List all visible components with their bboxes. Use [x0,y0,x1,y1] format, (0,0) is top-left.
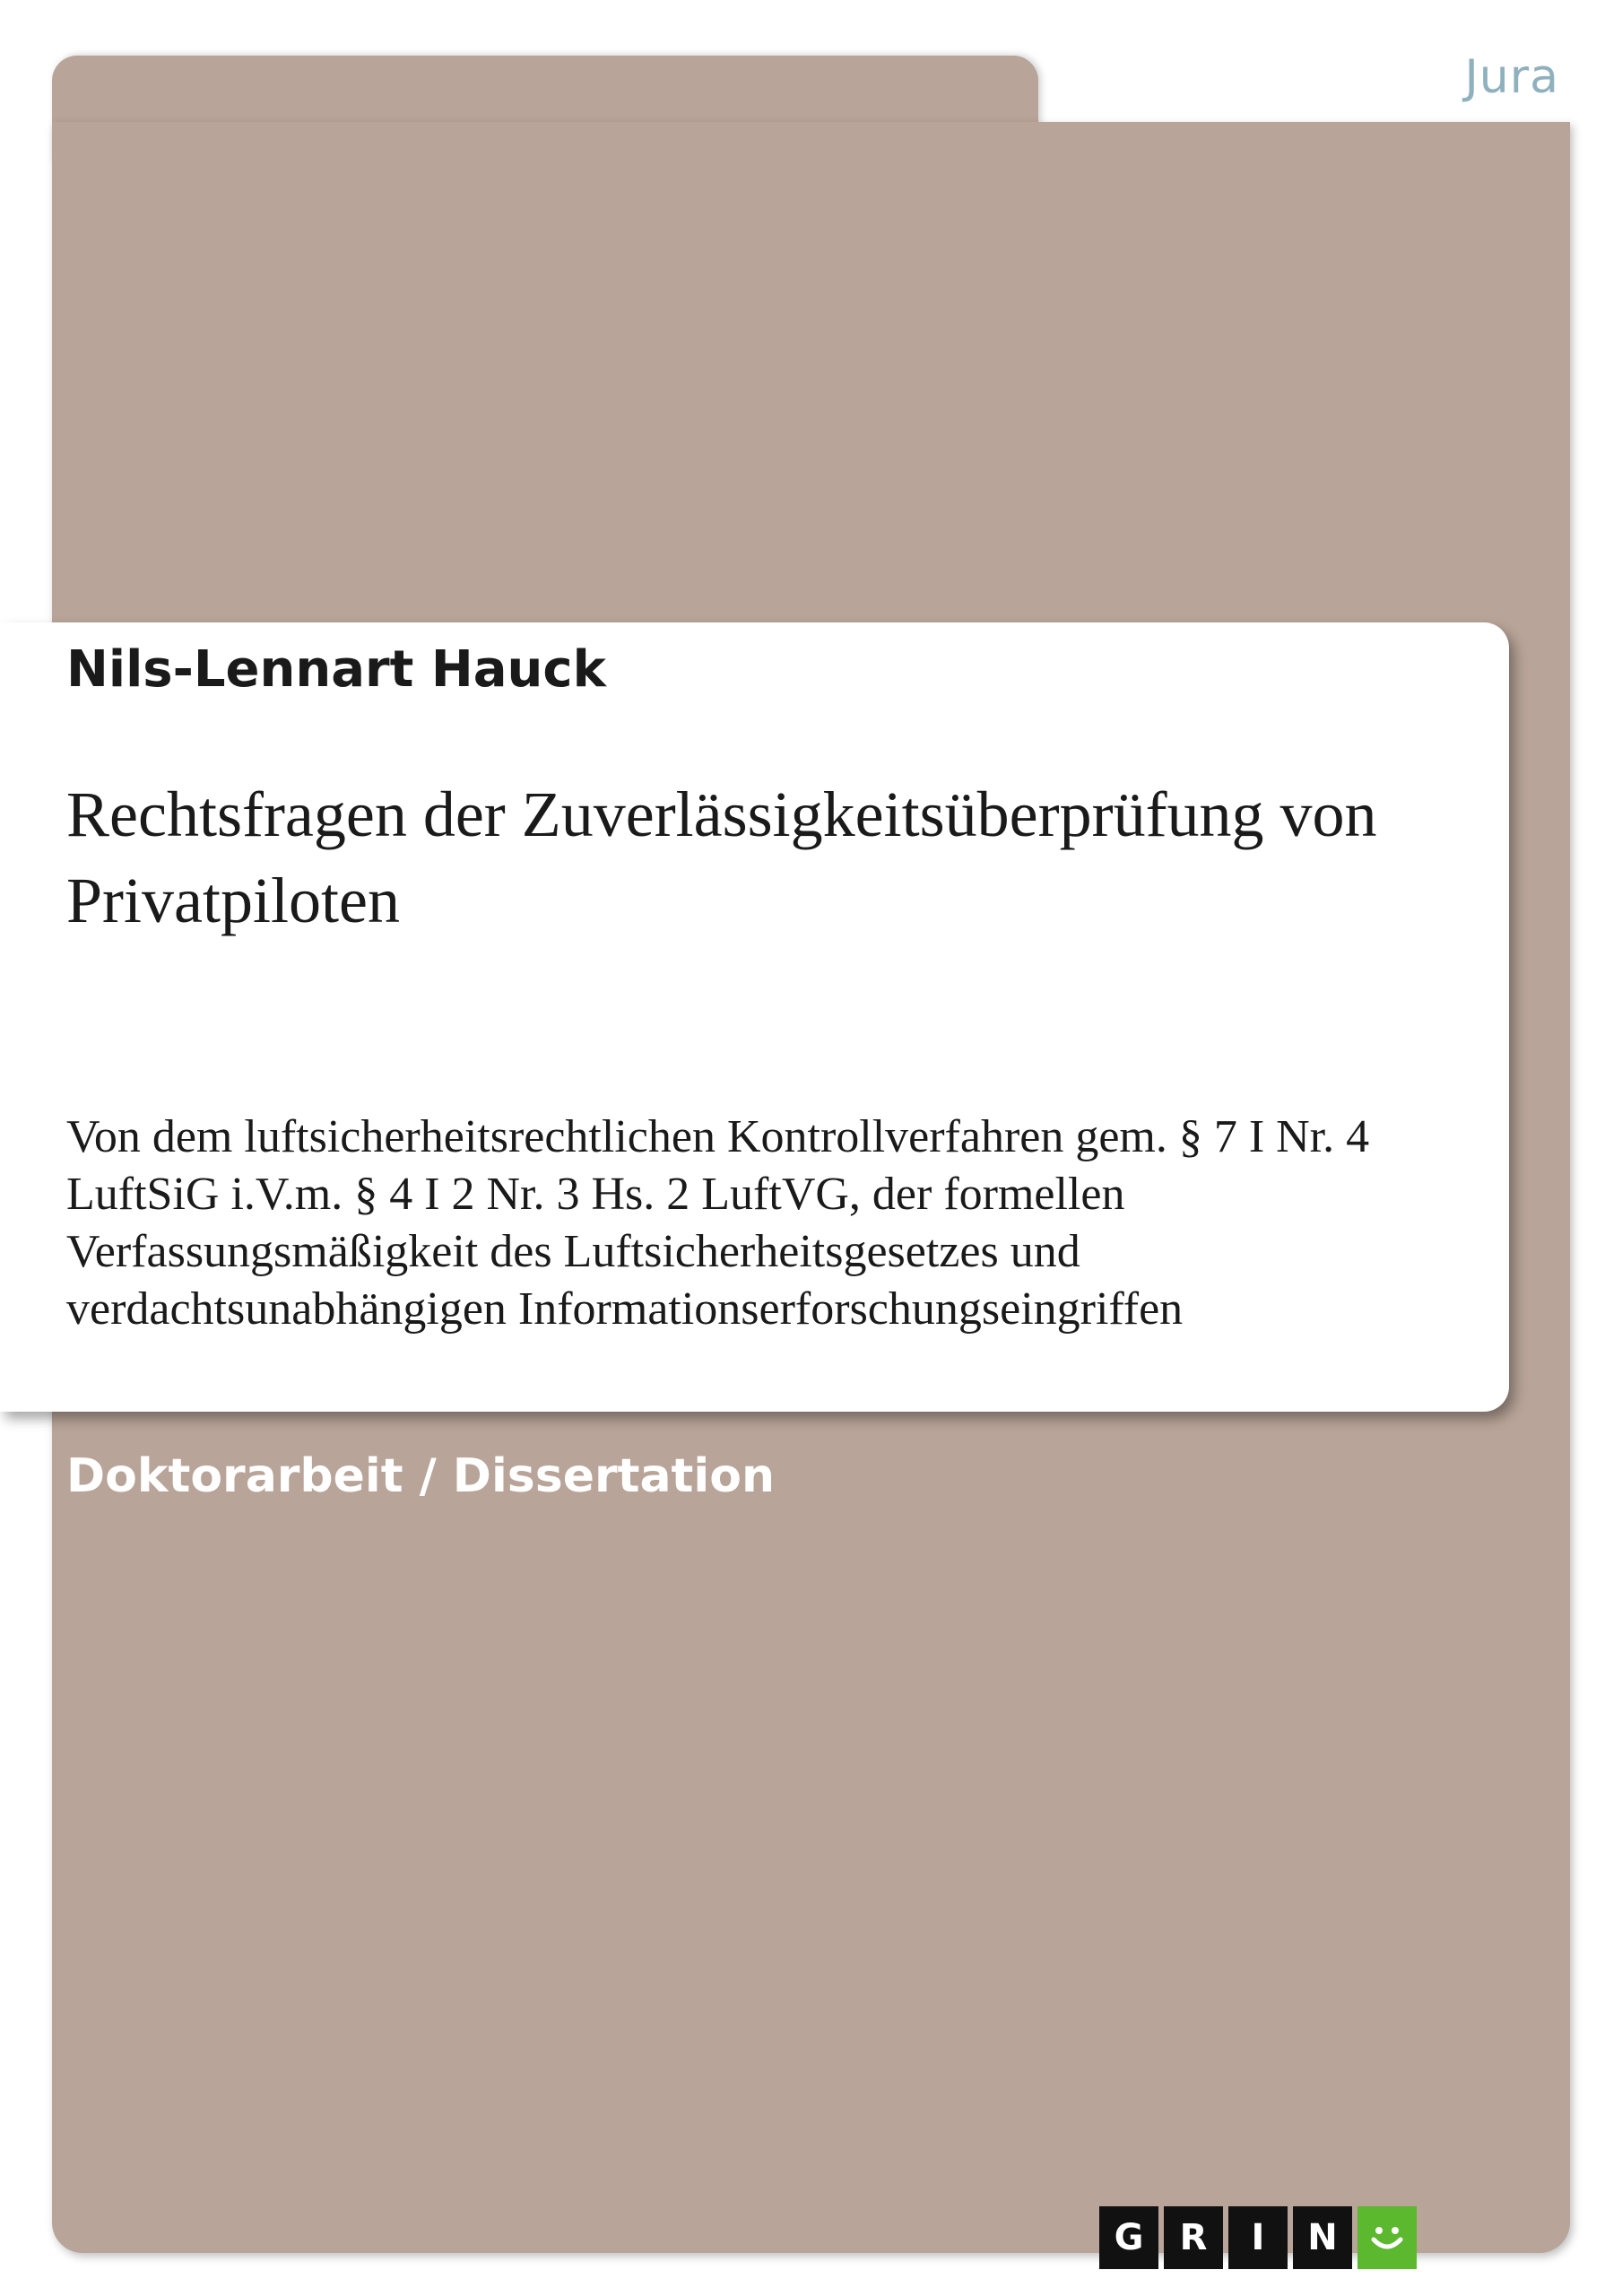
book-subtitle: Von dem luftsicherheitsrechtlichen Kontrollverfahren gem. § 7 I Nr. 4 LuftSiG i.V.m. § 4 I 2 Nr. 3 Hs. 2 LuftVG, der formellen Verfassungsmäßigkeit des Luftsicherheitsgesetzes und verdachtsunabhängigen Informationserforschungseingriffen [66,1111,1370,1335]
logo-letter-r: R [1164,2206,1223,2269]
document-type: Doktorarbeit / Dissertation [66,1449,775,1503]
book-title: Rechtsfragen der Zuverlässigkeitsüberprüfung von Privatpiloten [66,778,1377,936]
logo-letter-i: I [1228,2206,1288,2269]
publisher-logo [1099,2206,1417,2269]
logo-letter-n: N [1293,2206,1352,2269]
logo-letter-g: G [1099,2206,1158,2269]
smiley-icon [1357,2206,1417,2269]
author-name: Nils-Lennart Hauck [66,640,606,699]
category-label: Jura [1464,50,1559,104]
